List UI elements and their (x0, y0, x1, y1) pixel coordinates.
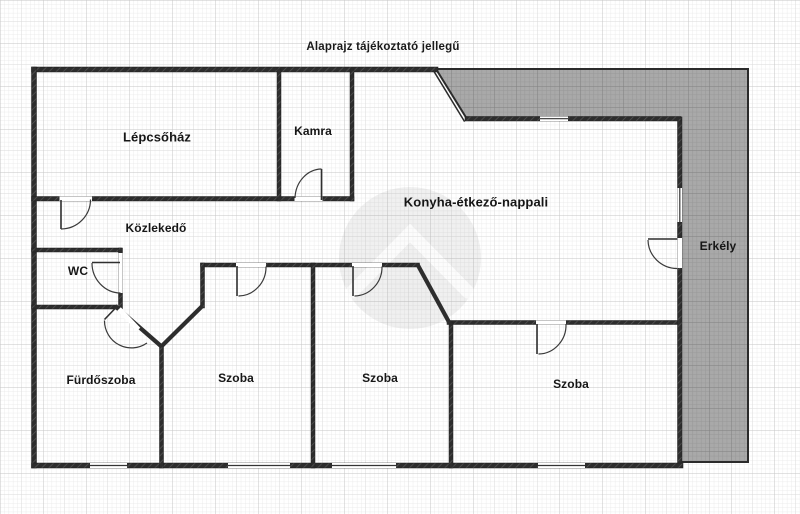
room-label-wc: WC (67, 264, 89, 278)
plan-disclaimer-title: Alaprajz tájékoztató jellegű (306, 41, 460, 53)
room-label-furdoszoba: Fürdőszoba (66, 373, 136, 387)
room-label-szoba-1: Szoba (218, 371, 254, 385)
room-label-szoba-2: Szoba (362, 371, 398, 385)
room-label-kamra: Kamra (294, 124, 332, 138)
room-label-konyha: Konyha-étkező-nappali (403, 194, 549, 210)
room-label-szoba-3: Szoba (553, 377, 589, 391)
room-label-lepcsohaz: Lépcsőház (122, 129, 192, 145)
room-label-kozlekedo: Közlekedő (125, 221, 187, 235)
room-label-erkely: Erkély (699, 239, 737, 253)
